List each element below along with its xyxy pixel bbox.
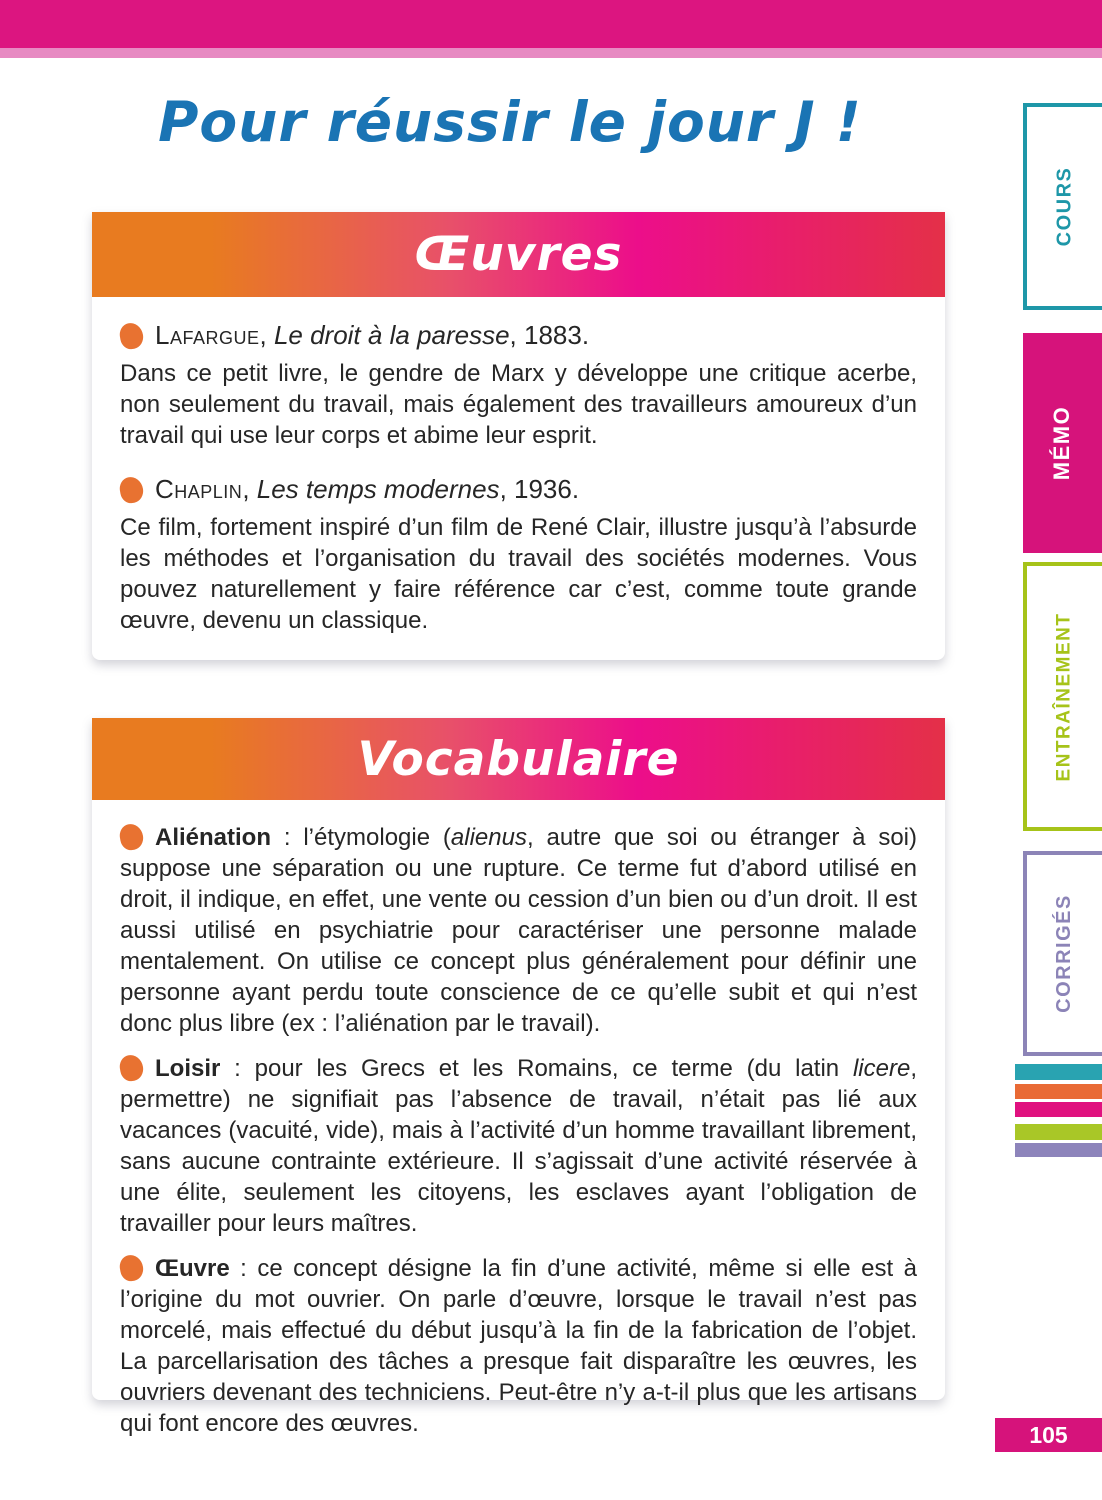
work-year: , 1936. — [499, 474, 580, 504]
color-bar-orange — [1015, 1084, 1102, 1099]
vocab-entry — [120, 1253, 917, 1439]
sidebar-tab-entrainement-label: ENTRAÎNEMENT — [1053, 612, 1075, 781]
work-title: Les temps modernes — [256, 474, 500, 504]
vocab-entry — [120, 1053, 917, 1239]
author-name: Lafargue — [155, 320, 260, 350]
work-description: Ce film, fortement inspiré d’un film de René Clair, illustre jusqu’à l’absurde les méthodes et l’organisation du travail des sociétés modernes. Vous pouvez naturellement y faire référence car c’est, comme toute grande œuvre, devenu un classique. — [120, 514, 917, 634]
vocab-definition: : ce concept désigne la fin d’une activité, même si elle est à l’origine du mot ouvrier. On parle d’œuvre, lorsque le travail n’est pas morcelé, mais effectué du début jusqu’à la fin de la fabrication de l’objet. La parcellarisation des tâches a presque fait disparaître les œuvres, les ouvriers devenant des techniciens. Peut-être n’y a-t-il plus que les artisans qui font encore des œuvres. — [120, 1255, 917, 1437]
color-bar-magenta — [1015, 1102, 1102, 1117]
page-title: Pour réussir le jour J ! — [158, 90, 862, 154]
vocab-definition: : pour les Grecs et les Romains, ce terme (du latin licere, permettre) ne signifiait pas l’absence de travail, n’était pas lié aux vacances (vacuité, vide), mais à l’activité d’un homme travaillant librement, sans aucune contrainte extérieure. Il s’agissait d’une activité réservée à une élite, seulement les citoyens, les esclaves ayant l’obligation de travailler pour leurs maîtres. — [120, 1055, 917, 1237]
vocab-entry — [120, 822, 917, 1039]
work-year: , 1883. — [509, 320, 590, 350]
sidebar-tab-cours-label: COURS — [1053, 166, 1076, 247]
sidebar-tab-corriges — [1023, 851, 1102, 1056]
work-description: Dans ce petit livre, le gendre de Marx y développe une critique acerbe, non seulement du travail, mais également des travailleurs amoureux d’un travail qui use leur corps et abime leur esprit. — [120, 360, 917, 449]
color-bar-purple — [1015, 1143, 1102, 1157]
bullet-blob-icon — [118, 321, 145, 351]
card-oeuvres — [92, 212, 945, 660]
bullet-blob-icon — [118, 1253, 145, 1283]
sidebar-tab-corriges-label: CORRIGÉS — [1053, 894, 1075, 1013]
sidebar-tab-memo — [1023, 333, 1102, 553]
sidebar-tab-cours — [1023, 103, 1102, 310]
sidebar-tab-entrainement — [1023, 562, 1102, 831]
bullet-blob-icon — [118, 1053, 145, 1083]
work-entry-head: Chaplin, Les temps modernes, 1936. — [120, 473, 917, 506]
vocab-term: Œuvre — [155, 1255, 230, 1282]
work-entry-head: Lafargue, Le droit à la paresse, 1883. — [120, 319, 917, 352]
sidebar-tab-memo-label: MÉMO — [1049, 405, 1075, 481]
card-oeuvres-header — [92, 212, 945, 297]
bullet-blob-icon — [118, 822, 145, 852]
top-accent-strip — [0, 0, 1102, 58]
vocab-definition: : l’étymologie (alienus, autre que soi ou étranger à soi) suppose une séparation ou une rupture. Ce terme fut d’abord utilisé en droit, il indique, en effet, une vente ou cession d’un bien ou d’un droit. Il est aussi utilisé en psychiatrie pour caractériser une personne malade mentalement. On utilise ce concept plus généralement pour définir une personne ayant perdu toute conscience de ce qu’elle subit et qui n’est donc plus libre (ex : l’aliénation par le travail). — [120, 824, 918, 1037]
work-entry — [120, 473, 917, 636]
bullet-blob-icon — [118, 475, 145, 505]
work-entry — [120, 319, 917, 451]
card-oeuvres-body — [92, 297, 945, 656]
card-vocabulaire-header — [92, 718, 945, 800]
vocab-term: Loisir — [155, 1055, 221, 1082]
card-vocabulaire-title: Vocabulaire — [357, 731, 680, 787]
page-number: 105 — [995, 1418, 1102, 1452]
work-title: Le droit à la paresse — [273, 320, 510, 350]
color-bar-green — [1015, 1124, 1102, 1140]
card-oeuvres-title: Œuvres — [414, 227, 623, 282]
card-vocabulaire — [92, 718, 945, 1437]
vocab-term: Aliénation — [155, 824, 272, 851]
card-vocabulaire-body — [92, 800, 945, 1459]
color-bar-teal — [1015, 1064, 1102, 1080]
author-name: Chaplin — [155, 474, 243, 504]
